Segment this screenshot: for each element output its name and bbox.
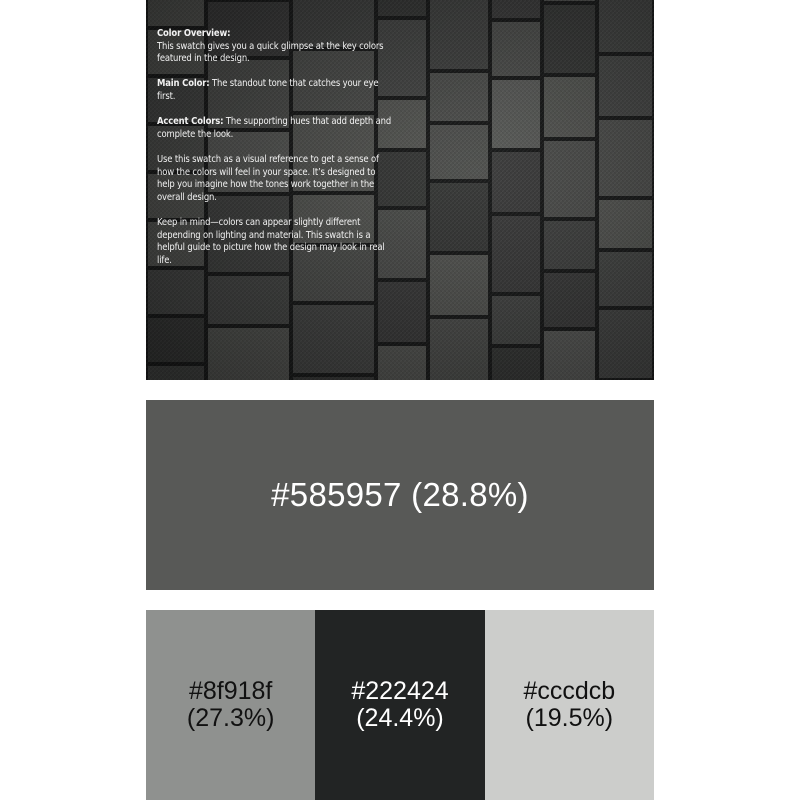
- accent-colors-row: [146, 610, 654, 800]
- stone-wall-photo: [146, 0, 654, 380]
- overview-heading: Color Overview:: [157, 28, 231, 39]
- color-overview-text: [157, 28, 393, 280]
- accent-swatch-percent: (24.4%): [356, 704, 444, 732]
- main-color-value: #585957 (28.8%): [271, 476, 529, 513]
- accent-swatch-2: [315, 610, 484, 800]
- accent-colors-label: Accent Colors:: [157, 116, 224, 128]
- accent-colors-description: The supporting hues that add depth and complete the look.: [157, 116, 392, 140]
- main-color-description: The standout tone that catches your eye first.: [157, 78, 379, 102]
- accent-swatch-3: [485, 610, 654, 800]
- accent-swatch-code: #222424: [351, 677, 449, 705]
- accent-swatch-1: [146, 610, 315, 800]
- accent-swatch-percent: (27.3%): [186, 704, 275, 732]
- overview-intro: This swatch gives you a quick glimpse at the key colors featured in the design.: [157, 40, 384, 65]
- accent-swatch-percent: (19.5%): [525, 704, 614, 732]
- accent-swatch-code: #8f918f: [188, 677, 273, 705]
- accent-swatch-code: #cccdcb: [523, 677, 616, 705]
- main-color-label: Main Color:: [157, 78, 210, 90]
- lighting-note-paragraph: Keep in mind—colors can appear slightly different depending on lighting and material. This swatch is a helpful guide to picture how the design may look in real life.: [157, 216, 385, 266]
- main-color-swatch: [146, 400, 654, 590]
- reference-paragraph: Use this swatch as a visual reference to get a sense of how the colors will feel in your space. It’s designed to help you imagine how the tones work together in the overall design.: [157, 153, 379, 203]
